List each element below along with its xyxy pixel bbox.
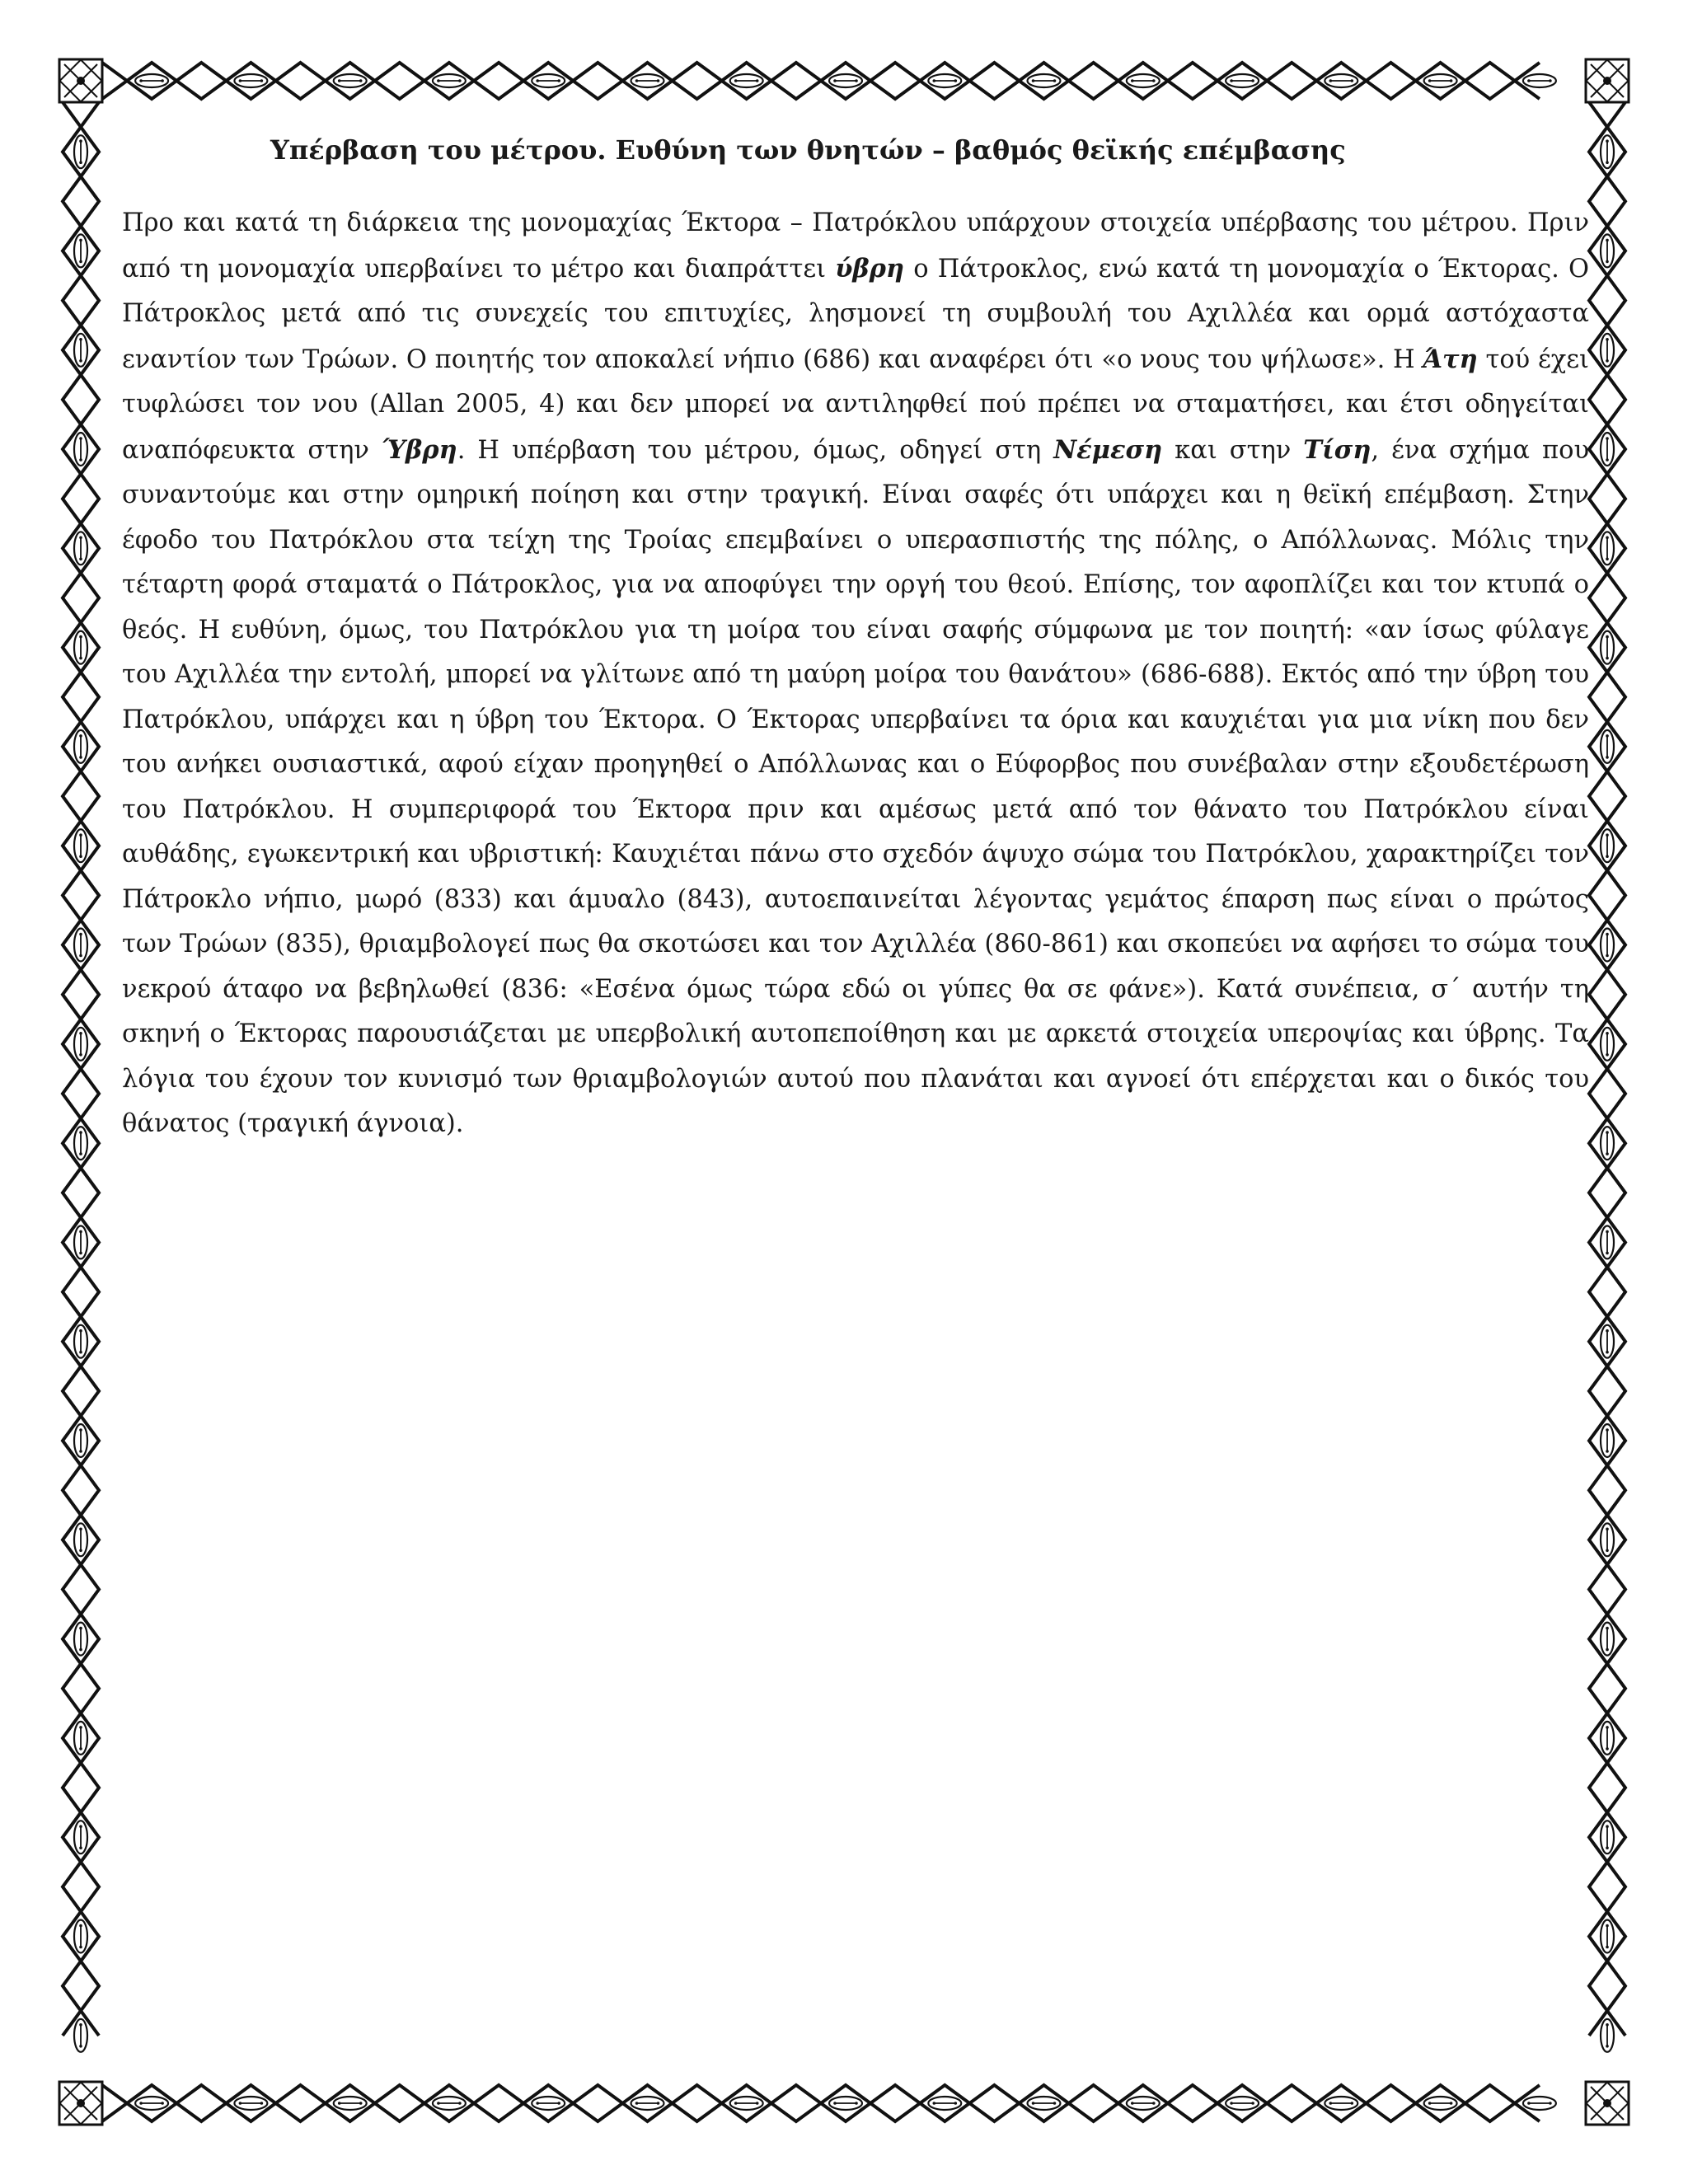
corner-ornament-top-right	[1586, 59, 1629, 102]
document-title: Υπέρβαση του μέτρου. Ευθύνη των θνητών – βαθμός θεϊκής επέμβασης	[270, 134, 1346, 166]
border-right-chain	[1589, 102, 1625, 2052]
term-nemesis: Νέμεση	[1053, 434, 1163, 465]
paragraph-text: Προ και κατά τη διάρκεια της μονομαχίας Έκτορα – Πατρόκλου υπάρχουν στοιχεία υπέρβασης του μέτρου. Πριν από τη μονομαχία υπερβαίνει το μέτρο και διαπράττει	[122, 209, 1589, 284]
paragraph-text: και στην	[1162, 435, 1304, 465]
document-page	[122, 132, 1589, 1147]
paragraph-text: τού έχει τυφλώσει τον νου (Allan 2005, 4) και δεν μπορεί να αντιληφθεί πού πρέπει να σταματήσει, και έτσι οδηγείται αναπόφευκτα στην	[122, 344, 1589, 465]
paragraph-text: , ένα σχήμα που συναντούμε και στην ομηρική ποίηση και στην τραγική. Είναι σαφές ότι υπάρχει και η θεϊκή επέμβαση. Στην έφοδο του Πατρόκλου στα τείχη της Τροίας επεμβαίνει ο υπερασπιστής της πόλης, ο Απόλλωνας. Μόλις την τέταρτη φορά σταματά ο Πάτροκλος, για να αποφύγει την οργή του θεού. Επίσης, τον αφοπλίζει και τον κτυπά ο θεός. Η ευθύνη, όμως, του Πατρόκλου για τη μοίρα του είναι σαφής σύμφωνα με τον ποιητή: «αν ίσως φύλαγε του Αχιλλέα την εντολή, μπορεί να γλίτωνε από τη μαύρη μοίρα του θανάτου» (686-688). Εκτός από την ύβρη του Πατρόκλου, υπάρχει και η ύβρη του Έκτορα. Ο Έκτορας υπερβαίνει τα όρια και καυχιέται για μια νίκη που δεν του ανήκει ουσιαστικά, αφού είχαν προηγηθεί ο Απόλλωνας και ο Εύφορβος που συνέβαλαν στην εξουδετέρωση του Πατρόκλου. Η συμπεριφορά του Έκτορα πριν και αμέσως μετά από τον θάνατο του Πατρόκλου είναι αυθάδης, εγωκεντρική και υβριστική: Καυχιέται πάνω στο σχεδόν άψυχο σώμα του Πατρόκλου, χαρακτηρίζει τον Πάτροκλο νήπιο, μωρό (833) και άμυαλο (843), αυτοεπαινείται λέγοντας γεμάτος έπαρση πως είναι ο πρώτος των Τρώων (835), θριαμβολογεί πως θα σκοτώσει και τον Αχιλλέα (860-861) και σκοπεύει να αφήσει το σώμα του νεκρού άταφο να βεβηλωθεί (836: «Εσένα όμως τώρα εδώ οι γύπες θα σε φάνε»). Κατά συνέπεια, σ΄ αυτήν τη σκηνή ο Έκτορας παρουσιάζεται με υπερβολική αυτοπεποίθηση και με αρκετά στοιχεία υπεροψίας και ύβρης. Τα λόγια του έχουν τον κυνισμό των θριαμβολογιών αυτού που πλανάται και αγνοεί ότι επέρχεται και ο δικός του θάνατος (τραγική άγνοια).	[122, 435, 1589, 1138]
paragraph-text: . Η υπέρβαση του μέτρου, όμως, οδηγεί στη	[457, 435, 1054, 465]
border-bottom-chain	[102, 2085, 1556, 2121]
border-left-chain	[63, 102, 99, 2052]
corner-ornament-top-left	[59, 59, 102, 102]
term-ate: Άτη	[1423, 344, 1478, 374]
paragraph-text: ο Πάτροκλος, ενώ κατά τη μονομαχία ο Έκτορας. Ο Πάτροκλος μετά από τις συνεχείς του επιτυχίες, λησμονεί τη συμβουλή του Αχιλλέα και ορμά αστόχαστα εναντίον των Τρώων. Ο ποιητής τον αποκαλεί νήπιο (686) και αναφέρει ότι «ο νους του ψήλωσε». Η	[122, 254, 1589, 374]
term-hybris-capital: Ύβρη	[381, 434, 457, 465]
corner-ornament-bottom-right	[1586, 2082, 1629, 2125]
term-hybris: ύβρη	[835, 253, 905, 284]
corner-ornament-bottom-left	[59, 2082, 102, 2125]
border-top-chain	[102, 63, 1556, 99]
document-paragraph	[122, 201, 1589, 1147]
term-tisis: Τίση	[1303, 434, 1372, 465]
